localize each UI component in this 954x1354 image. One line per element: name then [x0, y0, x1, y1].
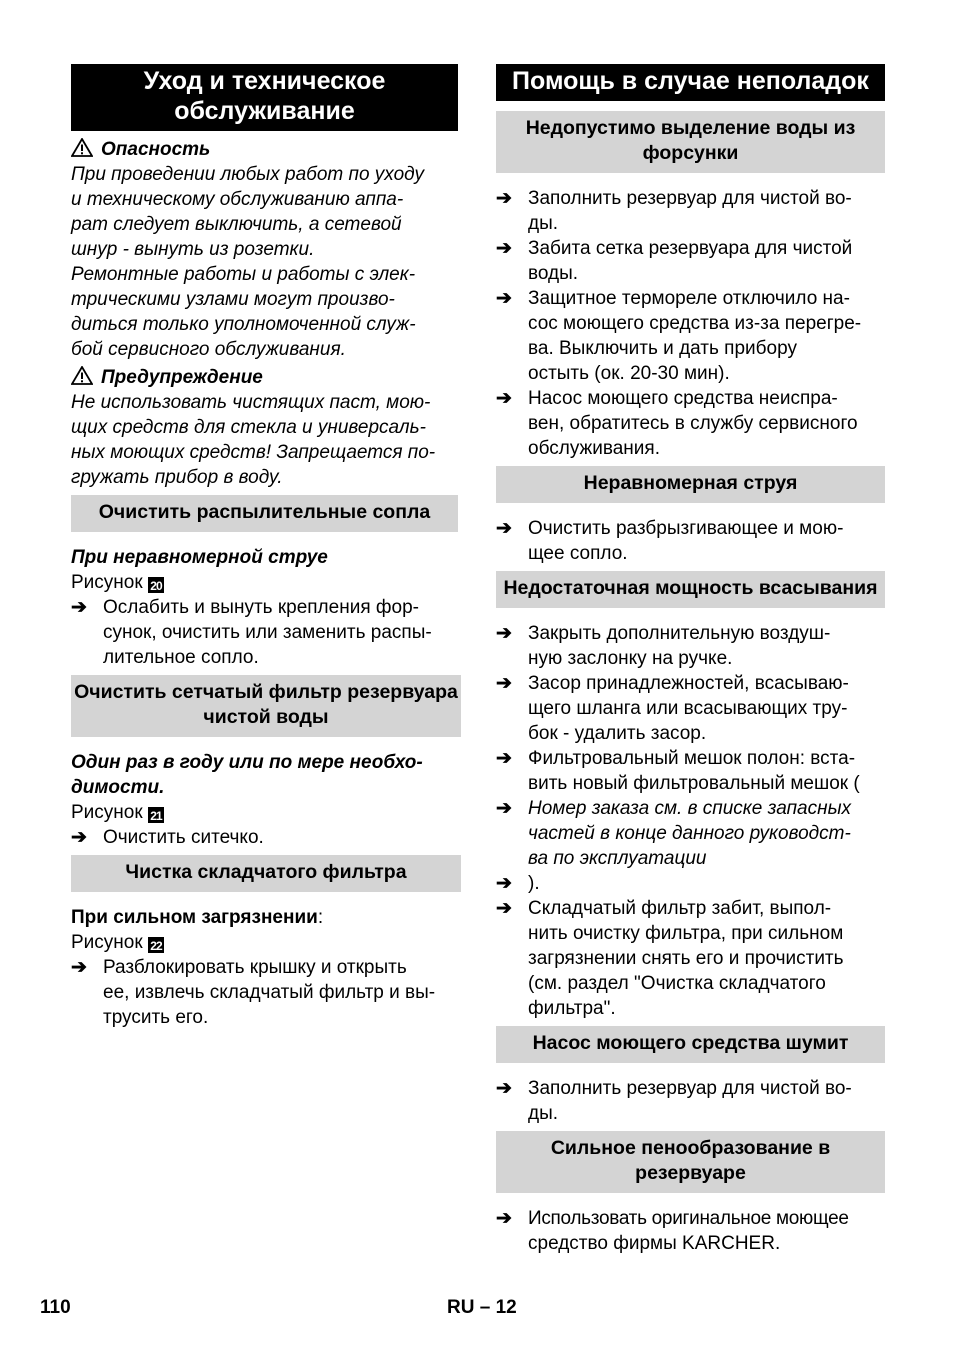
figure-reference: Рисунок 22 [71, 930, 458, 955]
warning-triangle-icon [71, 366, 93, 385]
figure-number-icon: 22 [148, 937, 164, 953]
maintenance-title: Уход и техническое обслуживание [71, 64, 458, 131]
instruction-step: ➔ Ослабить и вынуть крепления фор- сунок, очистить или заменить распы- лительное сопло. [71, 597, 432, 668]
instruction-step: ➔ Использовать оригинальное моющее средство фирмы KARCHER. [496, 1208, 849, 1254]
arrow-right-icon: ➔ [71, 957, 87, 978]
instruction-step: ➔ Складчатый фильтр забит, выпол- нить очистку фильтра, при сильном загрязнении снять его и прочистить (см. раздел "Очистка складчатого фильтра". [496, 898, 844, 1019]
arrow-right-icon: ➔ [496, 1078, 512, 1099]
instruction-step: ➔ Очистить разбрызгивающее и мою- щее сопло. [496, 518, 844, 564]
arrow-right-icon: ➔ [496, 798, 512, 819]
danger-text: При проведении любых работ по уходу и техническому обслуживанию аппа- рат следует выключить, а сетевой шнур - вынуть из розетки. Ремонтные работы и работы с элек- трическими узлами могут произво- диться только уполномоченной служ- бой сервисного обслуживания. [71, 164, 424, 360]
condition-text: При неравномерной струе [71, 547, 328, 568]
section-heading-mesh-filter: Очистить сетчатый фильтр резервуара чистой воды [71, 675, 461, 737]
instruction-step: ➔ Номер заказа см. в списке запасных частей в конце данного руководст- ва по эксплуатации [496, 798, 852, 869]
page-number: 110 [40, 1297, 71, 1318]
troubleshooting-title: Помощь в случае неполадок [496, 64, 885, 101]
section-heading-uneven-jet: Неравномерная струя [496, 466, 885, 503]
arrow-right-icon: ➔ [496, 388, 512, 409]
danger-heading: Опасность [71, 137, 458, 162]
warning-triangle-icon [71, 138, 93, 157]
warning-text: Не использовать чистящих паст, мою- щих средств для стекла и универсаль- ных моющих средств! Запрещается по- гружать прибор в воду. [71, 392, 436, 488]
section-heading-pump-noise: Насос моющего средства шумит [496, 1026, 885, 1063]
instruction-step: ➔ Заполнить резервуар для чистой во- ды. [496, 188, 852, 234]
arrow-right-icon: ➔ [71, 597, 87, 618]
instruction-step: ➔ ). [496, 873, 540, 894]
arrow-right-icon: ➔ [496, 623, 512, 644]
instruction-step: ➔ Заполнить резервуар для чистой во- ды. [496, 1078, 852, 1124]
arrow-right-icon: ➔ [496, 1208, 512, 1229]
figure-reference: Рисунок 21 [71, 800, 458, 825]
warning-heading: Предупреждение [71, 365, 458, 390]
arrow-right-icon: ➔ [496, 288, 512, 309]
arrow-right-icon: ➔ [496, 873, 512, 894]
figure-number-icon: 20 [148, 577, 164, 593]
arrow-right-icon: ➔ [496, 518, 512, 539]
instruction-step: ➔ Фильтровальный мешок полон: вста- вить новый фильтровальный мешок ( [496, 748, 860, 794]
right-column [496, 64, 885, 1256]
condition-text: Один раз в году или по мере необхо- димости. [71, 752, 423, 798]
instruction-step: ➔ Засор принадлежностей, всасываю- щего шланга или всасывающих тру- бок - удалить засор. [496, 673, 849, 744]
instruction-step: ➔ Насос моющего средства неиспра- вен, обратитесь в службу сервисного обслуживания. [496, 388, 858, 459]
section-heading-pleated-filter: Чистка складчатого фильтра [71, 855, 461, 892]
instruction-step: ➔ Забита сетка резервуара для чистой воды. [496, 238, 853, 284]
arrow-right-icon: ➔ [496, 673, 512, 694]
arrow-right-icon: ➔ [496, 188, 512, 209]
instruction-step: ➔ Очистить ситечко. [71, 827, 264, 848]
language-page-marker: RU – 12 [447, 1297, 517, 1318]
section-heading-foaming: Сильное пенообразование в резервуаре [496, 1131, 885, 1193]
figure-reference: Рисунок 20 [71, 570, 458, 595]
section-heading-no-water: Недопустимо выделение воды из форсунки [496, 111, 885, 173]
arrow-right-icon: ➔ [71, 827, 87, 848]
condition-text: При сильном загрязнении: [71, 907, 324, 928]
left-column [71, 64, 458, 1030]
arrow-right-icon: ➔ [496, 238, 512, 259]
arrow-right-icon: ➔ [496, 748, 512, 769]
section-heading-low-suction: Недостаточная мощность всасывания [496, 571, 885, 608]
arrow-right-icon: ➔ [496, 898, 512, 919]
instruction-step: ➔ Закрыть дополнительную воздуш- ную заслонку на ручке. [496, 623, 831, 669]
instruction-step: ➔ Разблокировать крышку и открыть ее, извлечь складчатый фильтр и вы- трусить его. [71, 957, 436, 1028]
figure-number-icon: 21 [148, 807, 164, 823]
section-heading-nozzles: Очистить распылительные сопла [71, 495, 458, 532]
instruction-step: ➔ Защитное термореле отключило на- сос моющего средства из-за перегре- ва. Выключить и дать прибору остыть (ок. 20-30 мин). [496, 288, 862, 384]
